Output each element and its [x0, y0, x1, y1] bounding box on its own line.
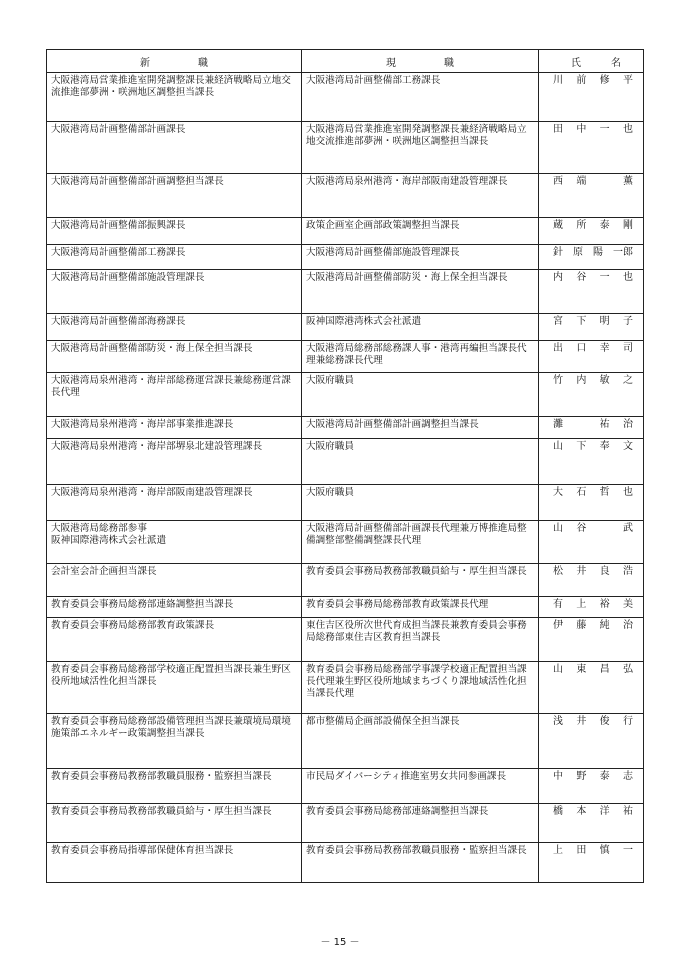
table-row	[47, 564, 644, 597]
new-position-text: 大阪港湾局計画整備部防災・海上保全担当課長	[51, 343, 253, 354]
person-name-char: 也	[622, 124, 633, 135]
person-name	[539, 417, 643, 431]
table-row	[47, 804, 644, 843]
person-name-char: 蔵	[553, 220, 563, 231]
person-name-char: 山	[553, 664, 563, 675]
person-name-char: 祐	[622, 806, 633, 817]
current-position-text: 市民局ダイバーシティ推進室男女共同参画課長	[306, 771, 507, 782]
current-position-text: 東住吉区役所次世代育成担当課長兼教育委員会事務局総務部東住吉区教育担当課長	[306, 620, 527, 643]
current-position-text: 大阪港湾局営業推進室開発調整課長兼経済戦略局立地交流推進部夢洲・咲洲地区調整担当課長	[306, 124, 527, 147]
current-position-text: 阪神国際港湾株式会社派遣	[306, 316, 422, 327]
person-name-cell	[539, 662, 644, 714]
header-name	[539, 50, 644, 73]
person-name-cell	[539, 245, 644, 270]
person-name-char: 灘	[553, 419, 563, 430]
person-name-char: 也	[622, 487, 633, 498]
table-row	[47, 314, 644, 341]
new-position-cell	[47, 714, 302, 769]
table-row	[47, 769, 644, 804]
new-position-text: 大阪港湾局泉州港湾・海岸部事業推進課長	[51, 419, 234, 430]
person-name-char: 上	[553, 845, 563, 856]
person-name-cell	[539, 73, 644, 122]
person-name-cell	[539, 843, 644, 883]
new-position-text: 教育委員会事務局総務部教育政策課長	[51, 620, 215, 631]
person-name-char: 有	[553, 599, 563, 610]
current-position-cell	[302, 769, 539, 804]
person-name-char: 浅	[553, 716, 563, 727]
person-name-char: 純	[599, 620, 610, 631]
person-name	[539, 769, 643, 783]
new-position-cell	[47, 245, 302, 270]
person-name	[539, 218, 643, 232]
new-position-text: 教育委員会事務局教務部教職員服務・監察担当課長	[51, 771, 272, 782]
current-position-text: 大阪港湾局計画整備部計画課長代理兼万博推進局整備調整部整備調整課長代理	[306, 523, 527, 546]
person-name-char: 泰	[599, 220, 610, 231]
table-row	[47, 245, 644, 270]
person-name-char	[600, 176, 610, 188]
person-name-char: 針	[553, 247, 563, 258]
new-position-cell	[47, 373, 302, 417]
person-name-char: 原	[573, 247, 583, 258]
person-name-char: 奉	[599, 441, 610, 452]
page-number: － 15 －	[320, 937, 360, 948]
person-name-cell	[539, 218, 644, 245]
table-row	[47, 485, 644, 521]
current-position-cell	[302, 417, 539, 439]
person-name-char: 一	[599, 124, 610, 135]
person-name-cell	[539, 804, 644, 843]
person-name	[539, 174, 643, 188]
table-row	[47, 174, 644, 218]
person-name-char: 藤	[576, 620, 587, 631]
new-position-cell	[47, 843, 302, 883]
person-name-char: 松	[553, 566, 563, 577]
new-position-cell	[47, 597, 302, 618]
table-row	[47, 417, 644, 439]
header-name-char-2: 名	[611, 57, 621, 69]
person-name-char: 西	[553, 176, 563, 187]
current-position-text: 教育委員会事務局総務部連絡調整担当課長	[306, 806, 489, 817]
person-name-cell	[539, 564, 644, 597]
current-position-text: 大阪府職員	[306, 487, 354, 498]
person-name-char: 川	[553, 75, 563, 86]
person-name-char: 田	[576, 845, 587, 856]
current-position-text: 大阪港湾局計画整備部工務課長	[306, 75, 441, 86]
current-position-cell	[302, 341, 539, 373]
current-position-cell	[302, 122, 539, 174]
person-name-char: 平	[622, 75, 633, 86]
person-name-char: 薫	[622, 176, 633, 187]
table-row	[47, 122, 644, 174]
new-position-cell	[47, 485, 302, 521]
header-new-position	[47, 50, 302, 73]
new-position-cell	[47, 439, 302, 485]
person-name-char: 行	[622, 716, 633, 727]
new-position-cell	[47, 218, 302, 245]
current-position-text: 大阪港湾局計画整備部施設管理課長	[306, 247, 460, 258]
new-position-cell	[47, 73, 302, 122]
person-name-char: 内	[553, 272, 563, 283]
current-position-text: 教育委員会事務局教務部教職員給与・厚生担当課長	[306, 566, 527, 577]
person-name-char: 武	[622, 523, 633, 534]
person-name-char: 内	[576, 375, 587, 386]
new-position-text: 大阪港湾局計画整備部海務課長	[51, 316, 186, 327]
person-name-char: 敏	[599, 375, 610, 386]
person-name-char: 良	[599, 566, 610, 577]
person-name-char: 司	[622, 343, 633, 354]
person-name	[539, 804, 643, 818]
person-name-char: 哲	[599, 487, 610, 498]
new-position-cell	[47, 341, 302, 373]
person-name	[539, 662, 643, 676]
person-name-char: 弘	[622, 664, 633, 675]
person-name	[539, 122, 643, 136]
current-position-cell	[302, 174, 539, 218]
current-position-cell	[302, 804, 539, 843]
person-name	[539, 245, 643, 259]
person-name-char: 口	[576, 343, 587, 354]
new-position-cell	[47, 122, 302, 174]
current-position-text: 教育委員会事務局総務部学事課学校適正配置担当課長代理兼生野区役所地域まちづくり課地域活性化担当課長代理	[306, 664, 527, 699]
new-position-cell	[47, 314, 302, 341]
new-position-cell	[47, 564, 302, 597]
person-name-cell	[539, 174, 644, 218]
person-name-cell	[539, 439, 644, 485]
person-name-cell	[539, 485, 644, 521]
person-name-char: 本	[576, 806, 587, 817]
table-row	[47, 218, 644, 245]
person-name-char: 山	[553, 441, 563, 452]
person-name-char: 祐	[599, 419, 610, 430]
new-position-text: 教育委員会事務局総務部学校適正配置担当課長兼生野区役所地域活性化担当課長	[51, 664, 291, 687]
person-name-cell	[539, 769, 644, 804]
new-position-text: 大阪港湾局計画整備部計画調整担当課長	[51, 176, 224, 187]
current-position-cell	[302, 662, 539, 714]
current-position-cell	[302, 521, 539, 564]
new-position-cell	[47, 417, 302, 439]
person-name-char: 竹	[553, 375, 563, 386]
current-position-cell	[302, 314, 539, 341]
person-name-char: 治	[622, 620, 633, 631]
person-name-cell	[539, 521, 644, 564]
person-name-char: 文	[622, 441, 633, 452]
person-name-char: 宮	[553, 316, 563, 327]
person-name-char: 石	[576, 487, 587, 498]
current-position-text: 教育委員会事務局教務部教職員服務・監察担当課長	[306, 845, 527, 856]
person-name-char: 中	[576, 124, 587, 135]
current-position-cell	[302, 439, 539, 485]
current-position-cell	[302, 597, 539, 618]
person-name	[539, 843, 643, 857]
current-position-text: 大阪港湾局計画整備部防災・海上保全担当課長	[306, 272, 508, 283]
table-row	[47, 373, 644, 417]
person-name-char: 下	[576, 316, 587, 327]
person-name-cell	[539, 597, 644, 618]
current-position-text: 大阪港湾局総務部総務課人事・港湾再編担当課長代理兼総務課長代理	[306, 343, 527, 366]
new-position-text: 教育委員会事務局指導部保健体育担当課長	[51, 845, 234, 856]
current-position-cell	[302, 73, 539, 122]
current-position-cell	[302, 270, 539, 314]
person-name-char: 野	[576, 771, 587, 782]
person-name	[539, 439, 643, 453]
person-name-char: 慎	[599, 845, 610, 856]
new-position-text: 大阪港湾局計画整備部計画課長	[51, 124, 186, 135]
person-name-char: 之	[622, 375, 633, 386]
person-name-char: 洋	[599, 806, 610, 817]
person-name-char	[576, 419, 586, 431]
new-position-cell	[47, 769, 302, 804]
current-position-cell	[302, 843, 539, 883]
person-name-char: 前	[576, 75, 587, 86]
person-name-char: 剛	[622, 220, 633, 231]
table-row	[47, 662, 644, 714]
table-row	[47, 597, 644, 618]
person-name-char: 所	[576, 220, 587, 231]
new-position-cell	[47, 521, 302, 564]
new-position-cell	[47, 618, 302, 662]
person-name	[539, 485, 643, 499]
current-position-text: 大阪港湾局泉州港湾・海岸部阪南建設管理課長	[306, 176, 508, 187]
person-name-char: 上	[576, 599, 587, 610]
new-position-cell	[47, 662, 302, 714]
table-row	[47, 73, 644, 122]
new-position-cell	[47, 804, 302, 843]
person-name-char: 一	[599, 272, 610, 283]
person-name	[539, 73, 643, 87]
table-body	[47, 73, 644, 883]
table-row	[47, 618, 644, 662]
person-name-cell	[539, 373, 644, 417]
table-row	[47, 341, 644, 373]
person-name-char: 浩	[622, 566, 633, 577]
person-name-cell	[539, 314, 644, 341]
new-position-text: 大阪港湾局泉州港湾・海岸部阪南建設管理課長	[51, 487, 253, 498]
person-name-char: 治	[622, 419, 633, 430]
header-new-char-2: 職	[198, 57, 208, 69]
person-name-cell	[539, 714, 644, 769]
header-current-char-2: 職	[444, 57, 454, 69]
new-position-cell	[47, 270, 302, 314]
person-name-char: 谷	[576, 272, 587, 283]
person-name-char: 谷	[576, 523, 587, 534]
new-position-text: 教育委員会事務局総務部連絡調整担当課長	[51, 599, 234, 610]
person-name-char: 端	[576, 176, 587, 187]
person-name-char	[600, 523, 610, 535]
person-name-cell	[539, 618, 644, 662]
current-position-text: 政策企画室企画部政策調整担当課長	[306, 220, 460, 231]
current-position-cell	[302, 714, 539, 769]
person-name	[539, 564, 643, 578]
current-position-cell	[302, 373, 539, 417]
new-position-cell	[47, 174, 302, 218]
current-position-cell	[302, 485, 539, 521]
person-name-cell	[539, 417, 644, 439]
person-name-char: 裕	[599, 599, 610, 610]
current-position-cell	[302, 564, 539, 597]
person-name-char: 一	[622, 845, 633, 856]
person-name	[539, 341, 643, 355]
person-name-char: 大	[553, 487, 563, 498]
person-name-char: 泰	[599, 771, 610, 782]
table-row	[47, 270, 644, 314]
header-current-char-1: 現	[386, 57, 396, 69]
person-name-char: 修	[599, 75, 610, 86]
current-position-cell	[302, 245, 539, 270]
person-name	[539, 597, 643, 611]
header-new-char-1: 新	[140, 57, 150, 69]
person-name-char: 山	[553, 523, 563, 534]
table-row	[47, 439, 644, 485]
current-position-text: 都市整備局企画部設備保全担当課長	[306, 716, 460, 727]
person-name-cell	[539, 341, 644, 373]
table-row	[47, 714, 644, 769]
person-name-cell	[539, 270, 644, 314]
person-name-char: 橋	[553, 806, 563, 817]
person-name-char: 井	[576, 716, 587, 727]
current-position-cell	[302, 618, 539, 662]
person-name-char: 也	[622, 272, 633, 283]
person-name-char: 一郎	[613, 247, 633, 258]
person-name-char: 子	[622, 316, 633, 327]
person-name-char: 田	[553, 124, 563, 135]
person-name-char: 幸	[599, 343, 610, 354]
person-name-char: 昌	[599, 664, 610, 675]
person-name-char: 明	[599, 316, 610, 327]
person-name-char: 下	[576, 441, 587, 452]
header-current-position	[302, 50, 539, 73]
person-name	[539, 373, 643, 387]
current-position-cell	[302, 218, 539, 245]
person-name-char: 俊	[599, 716, 610, 727]
new-position-text: 大阪港湾局計画整備部工務課長	[51, 247, 186, 258]
new-position-text: 会計室会計企画担当課長	[51, 566, 157, 577]
person-name	[539, 314, 643, 328]
table-row	[47, 521, 644, 564]
person-name-cell	[539, 122, 644, 174]
new-position-text: 教育委員会事務局総務部設備管理担当課長兼環境局環境施策部エネルギー政策調整担当課長	[51, 716, 291, 739]
personnel-table	[46, 49, 644, 883]
person-name	[539, 714, 643, 728]
person-name-char: 出	[553, 343, 563, 354]
new-position-text: 大阪港湾局泉州港湾・海岸部堺泉北建設管理課長	[51, 441, 263, 452]
new-position-text: 大阪港湾局総務部参事 阪神国際港湾株式会社派遣	[51, 523, 167, 546]
new-position-text: 教育委員会事務局教務部教職員給与・厚生担当課長	[51, 806, 272, 817]
new-position-text: 大阪港湾局計画整備部振興課長	[51, 220, 186, 231]
table-row	[47, 843, 644, 883]
person-name-char: 陽	[593, 247, 603, 258]
current-position-text: 教育委員会事務局総務部教育政策課長代理	[306, 599, 489, 610]
new-position-text: 大阪港湾局営業推進室開発調整課長兼経済戦略局立地交流推進部夢洲・咲洲地区調整担当課長	[51, 75, 291, 98]
current-position-text: 大阪府職員	[306, 375, 354, 386]
person-name-char: 伊	[553, 620, 563, 631]
person-name-char: 井	[576, 566, 587, 577]
person-name	[539, 618, 643, 632]
person-name-char: 美	[622, 599, 633, 610]
header-name-char-1: 氏	[571, 57, 581, 69]
person-name	[539, 270, 643, 284]
header-row	[47, 50, 644, 73]
person-name	[539, 521, 643, 535]
new-position-text: 大阪港湾局計画整備部施設管理課長	[51, 272, 205, 283]
new-position-text: 大阪港湾局泉州港湾・海岸部総務運営課長兼総務運営課長代理	[51, 375, 291, 398]
person-name-char: 志	[622, 771, 633, 782]
current-position-text: 大阪港湾局計画整備部計画調整担当課長	[306, 419, 479, 430]
current-position-text: 大阪府職員	[306, 441, 354, 452]
person-name-char: 中	[553, 771, 563, 782]
person-name-char: 東	[576, 664, 587, 675]
